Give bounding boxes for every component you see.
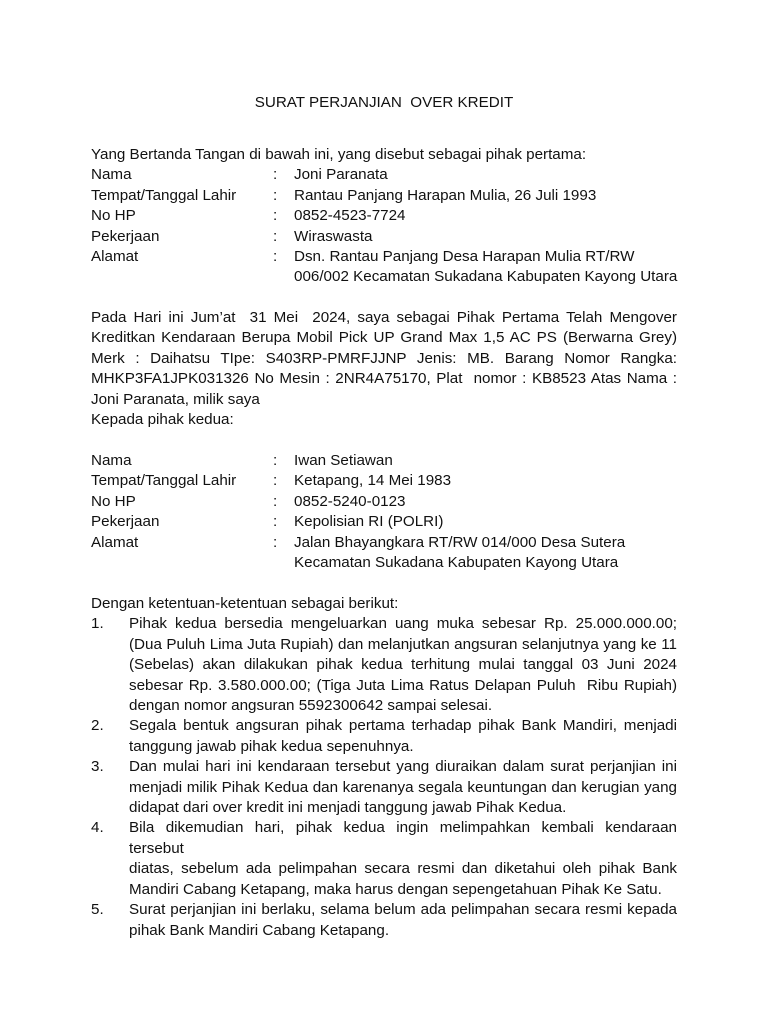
field-label: Tempat/Tanggal Lahir — [91, 472, 237, 490]
field-value: Ketapang, 14 Mei 1983 — [294, 472, 452, 490]
second-party-phone-row — [91, 492, 677, 512]
address-line: Jalan Bhayangkara RT/RW 014/000 Desa Sutera — [294, 533, 626, 551]
term-line: dengan nomor angsuran 5592300642 sampai selesai. — [129, 697, 493, 715]
second-party-birth-row — [91, 471, 677, 491]
field-label: Pekerjaan — [91, 227, 160, 245]
intro-text: Yang Bertanda Tangan di bawah ini, yang disebut sebagai pihak pertama: — [91, 146, 587, 163]
term-line: pihak Bank Mandiri Cabang Ketapang. — [129, 921, 390, 939]
term-line: tanggung jawab pihak kedua sepenuhnya. — [129, 737, 414, 755]
paragraph-line: Merk : Daihatsu TIpe: S403RP-PMRFJJNP Jenis: MB. Barang Nomor Rangka: — [91, 349, 677, 367]
term-item — [91, 818, 682, 900]
field-colon: : — [273, 247, 278, 265]
field-label: No HP — [91, 207, 136, 225]
term-line: Bila dikemudian hari, pihak kedua ingin melimpahkan kembali kendaraan tersebut — [129, 819, 682, 857]
first-party-name-row — [91, 165, 677, 185]
term-number: 1. — [91, 615, 104, 633]
first-party-section — [91, 145, 677, 288]
term-line: (Dua Puluh Lima Juta Rupiah) dan melanjutkan angsuran selanjutnya yang ke 11 — [129, 635, 677, 653]
second-party-heading: Kepada pihak kedua: — [91, 411, 234, 429]
term-line: didapat dari over kredit ini menjadi tanggung jawab Pihak Kedua. — [129, 799, 567, 817]
address-line: Dsn. Rantau Panjang Desa Harapan Mulia RT/RW — [294, 247, 635, 265]
field-colon: : — [273, 492, 278, 510]
paragraph-line: Kreditkan Kendaraan Berupa Mobil Pick UP Grand Max 1,5 AC PS (Berwarna Grey) — [91, 329, 677, 347]
field-value: Iwan Setiawan — [294, 452, 393, 469]
field-colon: : — [273, 513, 278, 531]
term-line: sebesar Rp. 3.580.000.00; (Tiga Juta Lima Ratus Delapan Puluh Ribu Rupiah) — [129, 676, 677, 694]
term-number: 2. — [91, 717, 104, 735]
term-item — [91, 614, 677, 716]
term-number: 3. — [91, 758, 104, 776]
first-party-job-row — [91, 227, 677, 247]
field-label: Nama — [91, 452, 132, 469]
term-line: (Sebelas) akan dilakukan pihak kedua terhitung mulai tanggal 03 Juni 2024 — [129, 656, 677, 674]
second-party-section — [91, 451, 677, 573]
term-line: menjadi milik Pihak Kedua dan karenanya segala keuntungan dan kerugian yang — [129, 778, 677, 796]
term-line: Segala bentuk angsuran pihak pertama terhadap pihak Bank Mandiri, menjadi — [129, 717, 677, 735]
field-value — [294, 247, 677, 288]
first-party-birth-row — [91, 186, 677, 206]
second-party-name-row — [91, 451, 677, 471]
first-party-address-row — [91, 247, 677, 288]
field-label: Pekerjaan — [91, 513, 160, 531]
term-line: Surat perjanjian ini berlaku, selama belum ada pelimpahan secara resmi kepada — [129, 901, 677, 919]
field-colon: : — [273, 207, 278, 225]
field-colon: : — [273, 186, 278, 204]
term-number: 5. — [91, 901, 104, 919]
field-colon: : — [273, 452, 278, 469]
field-label: Alamat — [91, 247, 139, 265]
term-line: Dan mulai hari ini kendaraan tersebut yang diuraikan dalam surat perjanjian ini — [129, 758, 677, 776]
field-value: Rantau Panjang Harapan Mulia, 26 Juli 1993 — [294, 186, 597, 204]
term-item — [91, 757, 677, 818]
field-colon: : — [273, 472, 278, 490]
field-label: Tempat/Tanggal Lahir — [91, 186, 237, 204]
field-value: Joni Paranata — [294, 166, 388, 184]
term-line: Pihak kedua bersedia mengeluarkan uang muka sebesar Rp. 25.000.000.00; — [129, 615, 677, 633]
field-colon: : — [273, 166, 278, 184]
paragraph-line: MHKP3FA1JPK031326 No Mesin : 2NR4A75170, Plat nomor : KB8523 Atas Nama : — [91, 370, 677, 388]
terms-section — [91, 594, 682, 941]
field-value — [294, 533, 625, 574]
terms-intro: Dengan ketentuan-ketentuan sebagai berikut: — [91, 595, 399, 612]
term-line: diatas, sebelum ada pelimpahan secara resmi dan diketahui oleh pihak Bank — [129, 860, 677, 878]
field-label: Nama — [91, 166, 132, 184]
term-line: Mandiri Cabang Ketapang, maka harus dengan sepengetahuan Pihak Ke Satu. — [129, 880, 662, 898]
field-value: 0852-4523-7724 — [294, 207, 406, 225]
paragraph-line: Pada Hari ini Jum’at 31 Mei 2024, saya sebagai Pihak Pertama Telah Mengover — [91, 309, 677, 326]
term-number: 4. — [91, 819, 104, 837]
second-party-job-row — [91, 512, 677, 532]
document-title: SURAT PERJANJIAN OVER KREDIT — [254, 94, 514, 111]
term-item — [91, 716, 677, 757]
first-party-phone-row — [91, 206, 677, 226]
field-label: Alamat — [91, 533, 139, 551]
address-line: 006/002 Kecamatan Sukadana Kabupaten Kayong Utara — [294, 268, 678, 286]
field-colon: : — [273, 227, 278, 245]
agreement-paragraph — [91, 308, 677, 430]
term-item — [91, 900, 677, 941]
field-value: Wiraswasta — [294, 227, 373, 245]
field-label: No HP — [91, 492, 136, 510]
field-value: Kepolisian RI (POLRI) — [294, 513, 444, 531]
second-party-address-row — [91, 533, 677, 574]
paragraph-line: Joni Paranata, milik saya — [91, 390, 260, 408]
address-line: Kecamatan Sukadana Kabupaten Kayong Utara — [294, 553, 619, 571]
field-colon: : — [273, 533, 278, 551]
field-value: 0852-5240-0123 — [294, 492, 406, 510]
